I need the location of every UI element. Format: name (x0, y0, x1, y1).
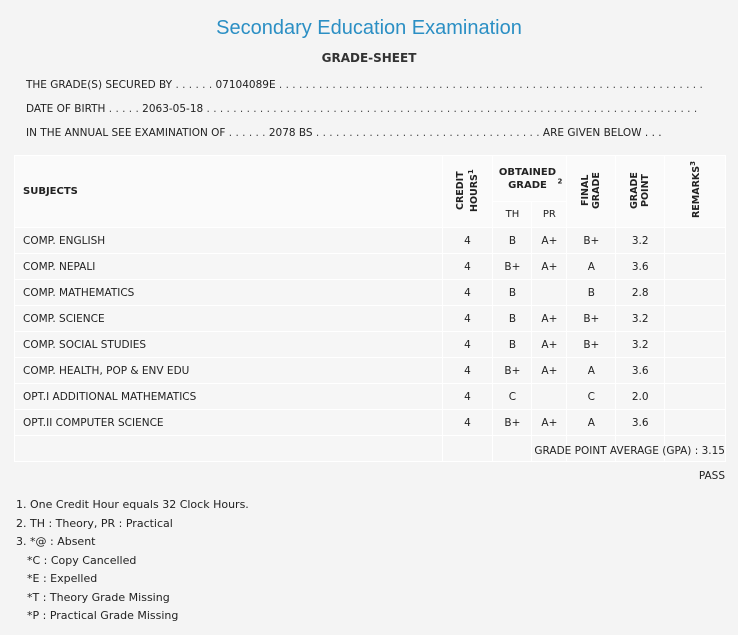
grade-table (14, 155, 726, 462)
remarks-cell (665, 358, 726, 384)
table-row (15, 384, 726, 410)
credit-cell: 4 (442, 254, 493, 280)
footnote-item: *C : Copy Cancelled (27, 553, 137, 567)
th-cell: C (493, 384, 532, 410)
final-cell: B+ (567, 332, 616, 358)
remarks-cell (665, 280, 726, 306)
grade-point-header: GRADE POINT (616, 156, 665, 228)
subject-cell: COMP. SOCIAL STUDIES (15, 332, 443, 358)
footnote-item: *P : Practical Grade Missing (27, 609, 179, 622)
pr-cell (532, 280, 567, 306)
table-row (15, 254, 726, 280)
credit-cell: 4 (442, 332, 493, 358)
dob-value: 2063-05-18 (142, 103, 204, 115)
footnote-item: 3. *@ : Absent (16, 535, 96, 548)
subjects-header: SUBJECTS (15, 156, 443, 228)
pr-header: PR (532, 202, 567, 228)
gp-cell: 3.2 (616, 332, 665, 358)
gp-cell: 3.2 (616, 306, 665, 332)
remarks-cell (665, 410, 726, 436)
remarks-cell (665, 332, 726, 358)
gp-cell: 2.8 (616, 280, 665, 306)
footnotes (16, 496, 249, 626)
th-cell: B (493, 228, 532, 254)
subject-cell: COMP. HEALTH, POP & ENV EDU (15, 358, 443, 384)
secured-by-label: THE GRADE(S) SECURED BY (26, 79, 173, 91)
secured-by-line: THE GRADE(S) SECURED BY . . . . . . 07104089E . . . . . . . . . . . . . . . . . . . . . . . . . . . . . . . . . . . . . . . . . . . . . . . . . . . . . . . . . . . . . . . . (26, 79, 703, 91)
gp-cell: 3.6 (616, 410, 665, 436)
credit-hours-header: CREDIT HOURS$^1$ (442, 156, 493, 228)
page-subtitle: GRADE-SHEET (321, 51, 417, 65)
pr-cell: A+ (532, 306, 567, 332)
dob-line: DATE OF BIRTH . . . . . 2063-05-18 . . . . . . . . . . . . . . . . . . . . . . . . . . . . . . . . . . . . . . . . . . . . . . . . . . . . . . . . . . . . . . . . . . . . . . . . . . (26, 103, 698, 115)
exam-label: IN THE ANNUAL SEE EXAMINATION OF (26, 127, 226, 139)
result-status: PASS (698, 470, 725, 482)
exam-value: 2078 BS (268, 127, 313, 139)
footnote-item: 1. One Credit Hour equals 32 Clock Hours. (16, 498, 249, 511)
gp-cell: 3.6 (616, 254, 665, 280)
secured-by-value: 07104089E (215, 79, 276, 91)
pr-cell (532, 384, 567, 410)
gpa-text: GRADE POINT AVERAGE (GPA) : 3.15 (534, 445, 725, 457)
pr-cell: A+ (532, 332, 567, 358)
pr-cell: A+ (532, 254, 567, 280)
obtained-grade-header: OBTAINED GRADE $^2$ (493, 156, 567, 202)
credit-cell: 4 (442, 358, 493, 384)
final-grade-header: FINAL GRADE (567, 156, 616, 228)
exam-suffix: ARE GIVEN BELOW . . . (542, 127, 662, 139)
final-cell: A (567, 358, 616, 384)
footnote-item: *E : Expelled (27, 572, 98, 585)
subject-cell: OPT.I ADDITIONAL MATHEMATICS (15, 384, 443, 410)
final-cell: B+ (567, 228, 616, 254)
table-row (15, 332, 726, 358)
table-row (15, 410, 726, 436)
final-cell: B (567, 280, 616, 306)
th-cell: B+ (493, 358, 532, 384)
subject-cell: COMP. NEPALI (15, 254, 443, 280)
remarks-cell (665, 254, 726, 280)
final-cell: C (567, 384, 616, 410)
page-title: Secondary Education Examination (216, 17, 522, 39)
credit-cell: 4 (442, 280, 493, 306)
table-row (15, 280, 726, 306)
th-header: TH (493, 202, 532, 228)
footnote-item: 2. TH : Theory, PR : Practical (16, 516, 173, 530)
pr-cell: A+ (532, 358, 567, 384)
remarks-cell (665, 228, 726, 254)
subject-cell: OPT.II COMPUTER SCIENCE (15, 410, 443, 436)
table-row (15, 306, 726, 332)
remarks-header: REMARKS$^3$ (665, 156, 726, 228)
footnote-item: *T : Theory Grade Missing (27, 590, 170, 604)
table-row (15, 358, 726, 384)
final-cell: A (567, 254, 616, 280)
th-cell: B (493, 306, 532, 332)
credit-cell: 4 (442, 306, 493, 332)
th-cell: B+ (493, 254, 532, 280)
subject-cell: COMP. MATHEMATICS (15, 280, 443, 306)
credit-cell: 4 (442, 410, 493, 436)
gp-cell: 3.6 (616, 358, 665, 384)
pr-cell: A+ (532, 228, 567, 254)
gp-cell: 3.2 (616, 228, 665, 254)
exam-line: IN THE ANNUAL SEE EXAMINATION OF . . . . . . 2078 BS . . . . . . . . . . . . . . . . . . . . . . . . . . . . . . . . . . ARE GIVEN BELOW . . . (26, 127, 662, 139)
credit-cell: 4 (442, 384, 493, 410)
pr-cell: A+ (532, 410, 567, 436)
remarks-cell (665, 384, 726, 410)
final-cell: A (567, 410, 616, 436)
table-row (15, 228, 726, 254)
gp-cell: 2.0 (616, 384, 665, 410)
final-cell: B+ (567, 306, 616, 332)
remarks-cell (665, 306, 726, 332)
subject-cell: COMP. SCIENCE (15, 306, 443, 332)
subject-cell: COMP. ENGLISH (15, 228, 443, 254)
th-cell: B (493, 280, 532, 306)
dob-label: DATE OF BIRTH (26, 103, 106, 115)
credit-cell: 4 (442, 228, 493, 254)
th-cell: B+ (493, 410, 532, 436)
th-cell: B (493, 332, 532, 358)
